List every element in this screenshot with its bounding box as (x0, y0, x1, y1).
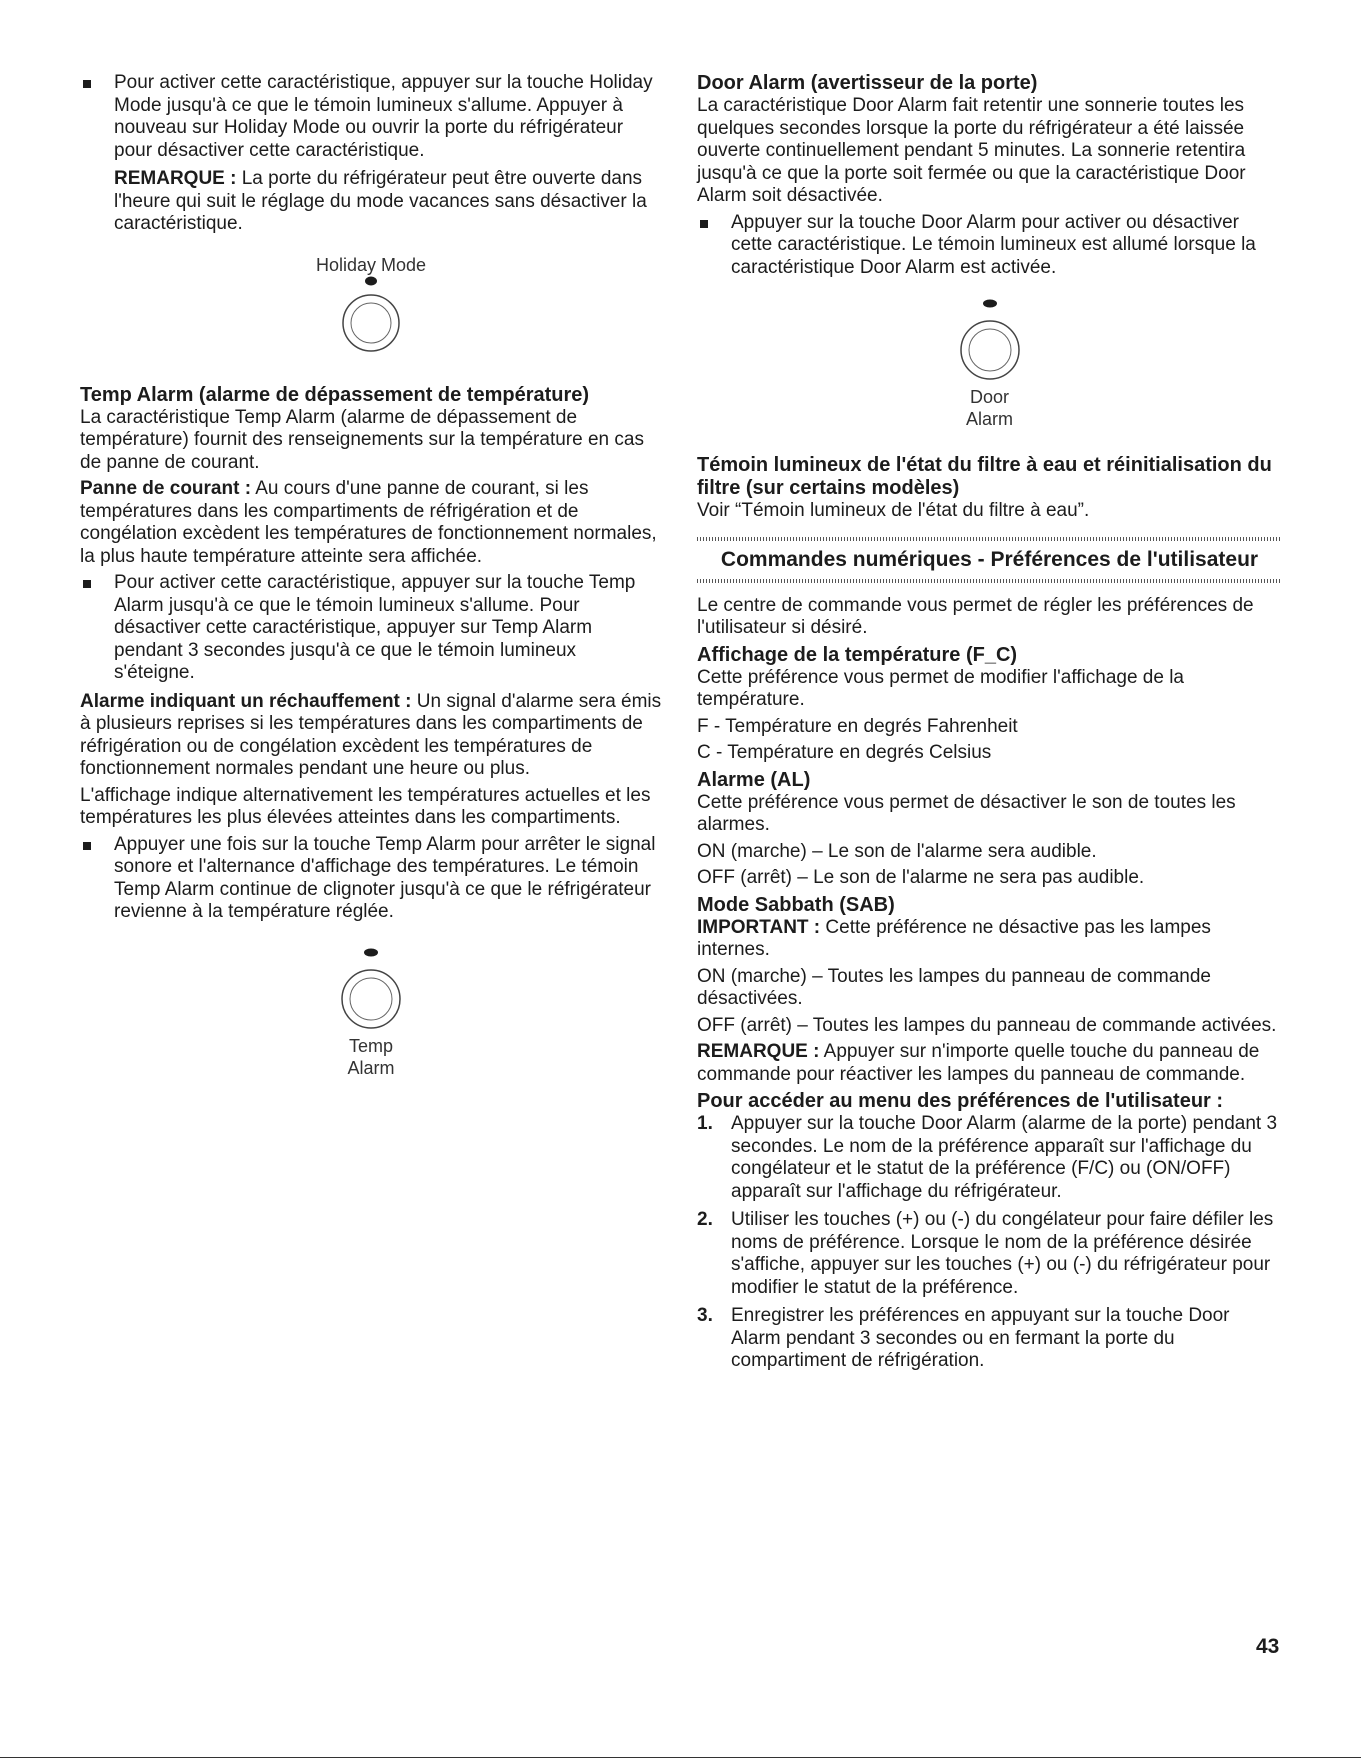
rechauffement-label: Alarme indiquant un réchauffement : (80, 690, 412, 712)
temp-alarm-button[interactable] (339, 967, 403, 1031)
sabbath-remarque (697, 1041, 1282, 1086)
sabbath-off-line: OFF (arrêt) – Toutes les lampes du panneau de commande activées. (697, 1014, 1277, 1036)
step-text: Enregistrer les préférences en appuyant sur la touche Door Alarm pendant 3 secondes ou en fermant la porte du compartiment de réfrigération. (731, 1305, 1230, 1371)
acceder-heading: Pour accéder au menu des préférences de l'utilisateur : (697, 1090, 1224, 1112)
door-alarm-heading: Door Alarm (avertisseur de la porte) (697, 72, 1038, 94)
alarme-heading: Alarme (AL) (697, 768, 811, 791)
bullet-temp-alarm-stop: Appuyer une fois sur la touche Temp Alarm pour arrêter le signal sonore et l'alternance d'affichage des températures. Le témoin Temp Alarm continue de clignoter jusqu'à ce que le réfrigérateur revienne à la température réglée. (80, 834, 662, 924)
section-top-divider (697, 537, 1282, 541)
page-number: 43 (1256, 1635, 1280, 1658)
celsius-line: C - Température en degrés Celsius (697, 742, 992, 763)
bullet-holiday-activate: Pour activer cette caractéristique, appuyer sur la touche Holiday Mode jusqu'à ce que le témoin lumineux s'allume. Appuyer à nouveau sur Holiday Mode ou ouvrir la porte du réfrigérateur pour désactiver cette caractéristique. (80, 72, 662, 162)
step-number: 3. (697, 1305, 713, 1326)
affichage-alternance: L'affichage indique alternativement les températures actuelles et les températures les plus élevées atteintes dans les compartiments. (80, 784, 651, 828)
important-label: IMPORTANT : (697, 916, 821, 938)
bullet-temp-alarm-activate: Pour activer cette caractéristique, appuyer sur la touche Temp Alarm jusqu'à ce que le témoin lumineux s'allume. Pour désactiver cette caractéristique, appuyer sur Temp Alarm pendant 3 secondes jusqu'à ce que le témoin lumineux s'éteigne. (80, 572, 662, 685)
section-title: Commandes numériques - Préférences de l'utilisateur (720, 547, 1259, 571)
door-alarm-label-1: Door (969, 387, 1009, 407)
door-alarm-led-icon (982, 299, 998, 308)
alarme-off-line: OFF (arrêt) – Le son de l'alarme ne sera pas audible. (697, 867, 1145, 888)
temp-alarm-heading: Temp Alarm (alarme de dépassement de température) (80, 383, 590, 406)
affichage-heading: Affichage de la température (F_C) (697, 643, 1018, 666)
temp-alarm-label-2: Alarm (347, 1057, 395, 1078)
remarque-text: La porte du réfrigérateur peut être ouverte dans l'heure qui suit le réglage du mode vacances sans désactiver la caractéristique. (114, 168, 647, 234)
holiday-mode-label: Holiday Mode (315, 254, 427, 275)
step-text: Utiliser les touches (+) ou (-) du congélateur pour faire défiler les noms de préférence. Lorsque le nom de la préférence désirée s'affiche, appuyer sur les touches (+) ou (-) du réfrigérateur pour modifier le statut de la préférence. (731, 1209, 1274, 1298)
step-number: 2. (697, 1209, 713, 1230)
sabbath-on-line: ON (marche) – Toutes les lampes du panneau de commande désactivées. (697, 965, 1211, 1009)
door-alarm-button[interactable] (958, 318, 1022, 382)
step-number: 1. (697, 1113, 713, 1134)
temp-alarm-led-icon (363, 948, 379, 957)
important-paragraph (697, 917, 1282, 962)
panne-label: Panne de courant : (80, 478, 252, 499)
holiday-led-icon (364, 276, 378, 286)
alarme-on-line: ON (marche) – Le son de l'alarme sera audible. (697, 840, 1097, 862)
step-text: Appuyer sur la touche Door Alarm (alarme de la porte) pendant 3 secondes. Le nom de la préférence apparaît sur l'affichage du congélateur et le statut de la préférence (F/C) ou (ON/OFF) apparaît sur l'affichage du réfrigérateur. (731, 1113, 1278, 1202)
important-text: Cette préférence ne désactive pas les lampes internes. (697, 916, 1211, 960)
fahrenheit-line: F - Température en degrés Fahrenheit (697, 715, 1018, 737)
door-alarm-intro: La caractéristique Door Alarm fait retentir une sonnerie toutes les quelques secondes lorsque la porte du réfrigérateur a été laissée ouverte continuellement pendant 5 minutes. La sonnerie retentira jusqu'à ce que la porte soit fermée ou que la caractéristique Door Alarm soit désactivée. (697, 95, 1246, 206)
step-item (697, 1113, 1282, 1203)
affichage-paragraph: Cette préférence vous permet de modifier l'affichage de la température. (697, 666, 1184, 710)
remarque-label: REMARQUE : (114, 168, 237, 189)
left-column (80, 72, 662, 1079)
filtre-paragraph: Voir “Témoin lumineux de l'état du filtre à eau”. (697, 500, 1090, 521)
right-column (697, 72, 1282, 1379)
step-item (697, 1305, 1282, 1373)
filtre-heading: Témoin lumineux de l'état du filtre à eau et réinitialisation du filtre (sur certains modèles) (697, 454, 1272, 499)
rechauffement-text: Un signal d'alarme sera émis à plusieurs reprises si les températures dans les compartiments de réfrigération ou de congélation excèdent les températures de fonctionnement normales pendant une heure ou plus. (80, 690, 662, 779)
preferences-intro: Le centre de commande vous permet de régler les préférences de l'utilisateur si désiré. (697, 594, 1254, 638)
footer-rule (0, 1757, 1361, 1758)
holiday-mode-button[interactable] (340, 292, 402, 354)
step-item (697, 1209, 1282, 1299)
panne-paragraph (80, 478, 662, 568)
door-alarm-label-2: Alarm (965, 409, 1013, 429)
bullet-door-alarm: Appuyer sur la touche Door Alarm pour activer ou désactiver cette caractéristique. Le témoin lumineux est allumé lorsque la caractéristique Door Alarm est activée. (697, 212, 1282, 280)
alarme-paragraph: Cette préférence vous permet de désactiver le son de toutes les alarmes. (697, 791, 1236, 835)
panne-text: Au cours d'une panne de courant, si les températures dans les compartiments de réfrigération et de congélation excèdent les températures de fonctionnement normales, la plus haute température atteinte sera affichée. (80, 478, 657, 567)
temp-alarm-label-1: Temp (348, 1035, 393, 1056)
remarque-text-right: Appuyer sur n'importe quelle touche du panneau de commande pour réactiver les lampes du panneau de commande. (697, 1041, 1260, 1085)
rechauffement-paragraph (80, 691, 662, 781)
temp-alarm-intro: La caractéristique Temp Alarm (alarme de dépassement de température) fournit des renseignements sur la température en cas de panne de courant. (80, 406, 644, 473)
holiday-remarque (80, 168, 662, 236)
sabbath-heading: Mode Sabbath (SAB) (697, 893, 895, 916)
remarque-label-right: REMARQUE : (697, 1041, 820, 1062)
